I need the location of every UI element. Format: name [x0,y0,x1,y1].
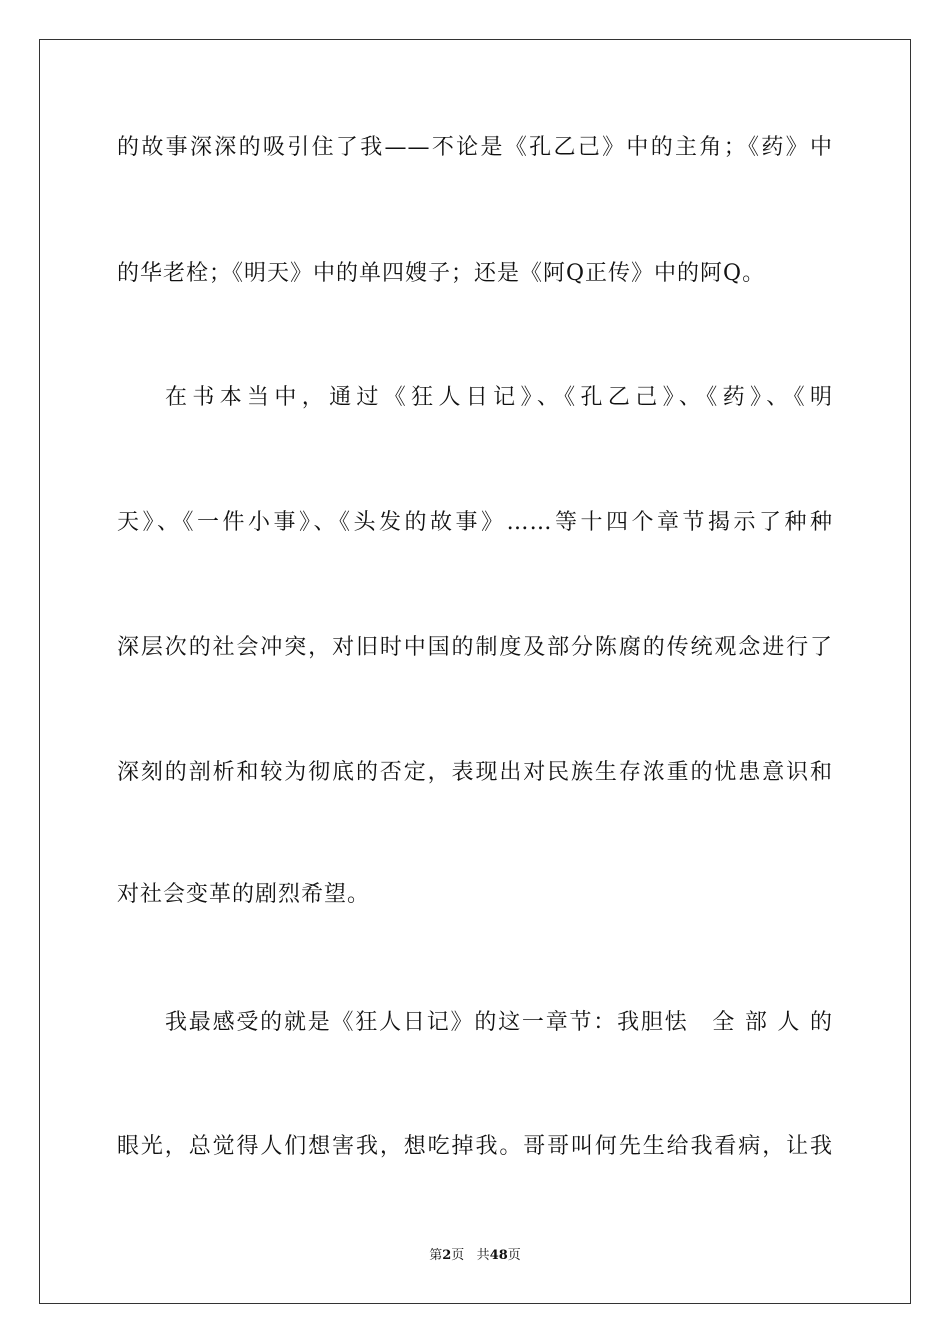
text-line-5: 深层次的社会冲突，对旧时中国的制度及部分陈腐的传统观念进行了 [117,635,833,660]
text-line-3: 在书本当中，通过《狂人日记》、《孔乙己》、《药》、《明 [165,385,833,410]
text-line-9: 眼光，总觉得人们想害我，想吃掉我。哥哥叫何先生给我看病，让我 [117,1134,833,1159]
text-line-7: 对社会变革的剧烈希望。 [117,882,371,907]
footer-page-number: 2 [442,1248,452,1263]
footer-page-suffix: 页 [451,1248,465,1263]
text-line-6: 深刻的剖析和较为彻底的否定，表现出对民族生存浓重的忧患意识和 [117,760,833,785]
page-footer [0,1248,950,1264]
footer-total-prefix: 共 [476,1248,490,1263]
footer-total-pages: 48 [489,1248,508,1263]
footer-page-prefix: 第 [429,1248,443,1263]
text-line-2: 的华老栓；《明天》中的单四嫂子；还是《阿Q正传》中的阿Q。 [117,261,766,286]
footer-total-suffix: 页 [507,1248,521,1263]
text-line-1: 的故事深深的吸引住了我——不论是《孔乙己》中的主角；《药》中 [117,135,833,160]
page-border [39,39,911,1304]
text-line-4: 天》、《一件小事》、《头发的故事》……等十四个章节揭示了种种 [117,510,833,535]
text-line-8: 我最感受的就是《狂人日记》的这一章节：我胆怯 全 部 人 的 [165,1010,833,1035]
